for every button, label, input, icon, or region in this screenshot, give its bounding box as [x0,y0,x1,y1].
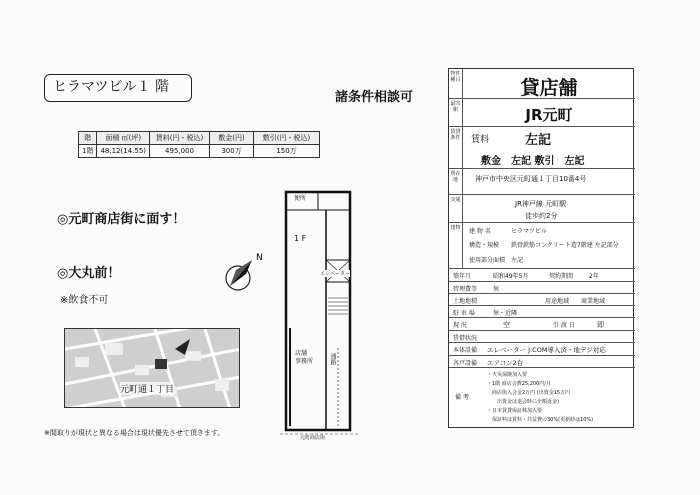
equipment: エレベーター J:COM導入済・地デジ対応 [487,346,606,354]
row-station [449,99,635,127]
negotiable-terms: 諸条件相談可 [335,90,414,105]
floor-plan [280,188,360,441]
built-key: 築年月 [453,273,472,280]
floor-label: 1 F [294,234,307,243]
office-label: 事務所 [295,358,314,365]
cell-deposit: 300万 [210,145,254,158]
row-type [449,69,635,99]
row-status [449,318,635,331]
col-area: 面積 ㎡(坪) [97,132,150,145]
elevator-label: エレベーター [320,271,351,277]
unit-equipment-key: 各戸設備 [453,360,478,367]
conditions-label: 賃貸条件 [449,127,463,168]
row-remarks [449,368,635,429]
handover: 即 [597,321,604,329]
structure: 鉄骨鉄筋コンクリート造7階建 左記部分 [511,242,619,249]
land-key: 土地地積 [453,298,478,305]
col-deposit: 敷金(円) [210,132,254,145]
row-location [449,169,635,195]
footnote: ※間取りが現状と異なる場合は現状優先させて頂きます。 [44,429,225,437]
cell-rent: 495,000 [150,145,210,158]
toilet-label: 便所 [294,195,307,202]
location-map [64,328,240,408]
use-area: 左記 [511,257,524,264]
nearest-station: JR元町 [525,106,573,124]
equipment-key: 本体設備 [453,347,478,354]
row-built [449,269,635,282]
bldg-name: ヒラマツビル [511,228,547,235]
deposit-text: 敷金 左記 敷引 左記 [481,156,585,167]
structure-key: 構造・規模 [469,242,500,249]
rent-label: 賃料 [471,135,490,145]
row-building [449,223,635,269]
row-zone [449,294,635,306]
mgmt: 無 [493,286,500,293]
road-label: 元町商店街 [300,435,326,441]
table-row [79,145,320,158]
status: 空 [503,321,510,329]
building-title: ヒラマツビル１ 階 [44,74,192,102]
parking-key: 駐 車 場 [453,310,475,317]
pr-shopping-street: ◎元町商店街に面す！ [57,212,186,227]
property-type: 貸店舗 [520,77,578,99]
cell-area: 48.12(14.55) [97,145,150,158]
access-label: 交通 [449,195,463,222]
parking: 無・近隣 [493,310,518,317]
pr-no-food: ※飲食不可 [60,295,109,306]
remarks-list [487,371,593,425]
handover-key: 引 渡 日 [553,322,575,329]
map-street-label: 元町通１丁目 [120,382,174,395]
north-arrow-icon [222,248,268,294]
col-rent: 賃料(円・税込) [150,132,210,145]
remark-item: 商店街入会金2万円 (出資金15万円 [487,390,571,396]
table-header-row [79,132,320,145]
built: 昭和49年5月 [493,273,529,280]
lease-status-key: 賃借状況 [453,335,478,342]
col-floor: 階 [79,132,97,145]
pr-daimaru: ◎大丸前！ [57,266,121,281]
store-label: 店舗 [295,350,308,357]
zone-use-key: 用途地域 [545,298,570,305]
zone-use: 商業地域 [581,298,606,305]
row-access [449,195,635,223]
spec-table [78,131,320,158]
corridor-label: 通路 [329,353,336,365]
north-label: N [256,253,263,263]
row-equipment [449,343,635,356]
row-unit-equipment [449,356,635,368]
row-rent [449,127,635,169]
train-line: JR神戸線 元町駅 [515,200,567,208]
building-label: 建物 [449,223,463,268]
remark-item: ・火災保険加入要 [487,372,528,378]
col-key-money: 敷引(円・税込) [254,132,320,145]
type-label: 物件種目 [449,69,463,98]
term: 2年 [589,273,599,280]
status-key: 現 況 [453,322,467,329]
remark-item: 保証料は賃料・共益費の30%(更新時は10%) [487,417,594,423]
row-mgmt [449,282,635,294]
remark-item: 出資金は退会時に全額返金) [487,399,559,405]
remarks-key: 備 考 [455,394,469,401]
row-parking [449,306,635,318]
cell-key-money: 150万 [254,145,320,158]
remark-item: ・1階 商店会費25,200円/月 [487,381,551,387]
unit-equipment: エアコン2台 [487,359,524,367]
row-lease-status [449,331,635,343]
cell-floor: 1階 [79,145,97,158]
bldg-name-key: 建 物 名 [469,228,491,235]
station-label: 最寄駅 [449,99,463,126]
rent-value: 左記 [525,133,552,148]
location-label: 所在地 [449,169,463,194]
remark-item: ・日本賃貸保証株加入要 [487,408,543,414]
property-data-sheet [448,68,634,428]
address: 神戸市中央区元町通１丁目10番4号 [475,175,587,183]
mgmt-key: 管理費等 [453,286,478,293]
use-area-key: 使用部分面積 [469,257,506,264]
walk-time: 徒歩約2分 [525,212,558,220]
term-key: 契約期間 [549,273,574,280]
